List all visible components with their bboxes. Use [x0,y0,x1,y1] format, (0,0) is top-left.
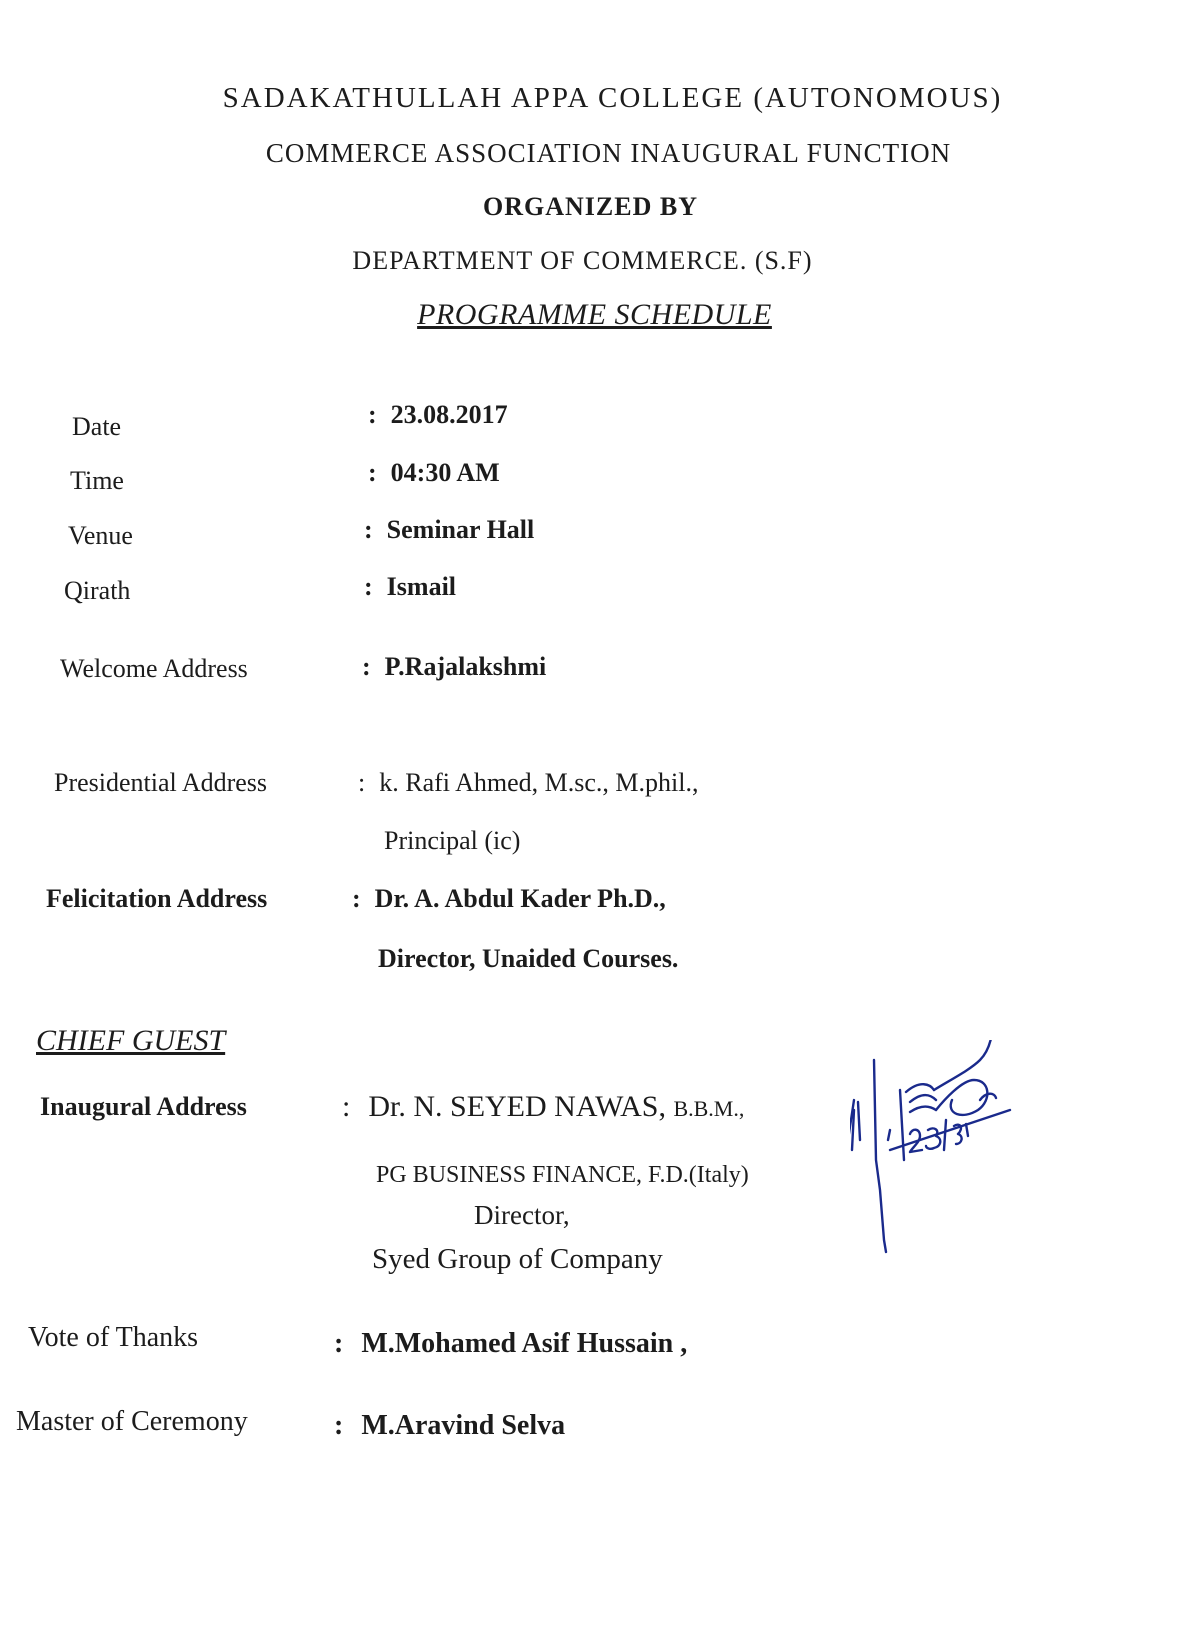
welcome-value: : P.Rajalakshmi [362,652,547,681]
felicitation-label: Felicitation Address [46,884,268,913]
time-value: : 04:30 AM [368,458,500,487]
guest-qualification: PG BUSINESS FINANCE, F.D.(Italy) [376,1162,749,1188]
organized-by: ORGANIZED BY [483,192,698,221]
college-name: SADAKATHULLAH APPA COLLEGE (AUTONOMOUS) [222,82,1003,114]
colon: : [342,1090,351,1123]
guest-company: Syed Group of Company [372,1243,663,1275]
venue-value: : Seminar Hall [364,515,535,544]
date-label: Date [72,412,122,441]
guest-degree: B.B.M., [673,1096,745,1121]
date-value: : 23.08.2017 [368,400,508,429]
colon: : [334,1410,344,1441]
colon: : [368,458,377,487]
signature-image [850,1040,1080,1320]
department-name: DEPARTMENT OF COMMERCE. (S.F) [352,246,813,275]
welcome-label: Welcome Address [60,654,248,683]
qirath-value: : Ismail [364,572,457,601]
colon: : [334,1328,344,1359]
colon: : [352,884,361,913]
signature-strokes [850,1040,1010,1252]
qirath-label: Qirath [64,576,131,605]
presidential-label: Presidential Address [54,768,268,797]
event-title: COMMERCE ASSOCIATION INAUGURAL FUNCTION [265,138,952,168]
chief-guest-name: : Dr. N. SEYED NAWAS, B.B.M., [342,1090,745,1123]
felicitation-value: : Dr. A. Abdul Kader Ph.D., [352,884,666,913]
guest-role: Director, [474,1200,570,1230]
colon: : [358,768,366,797]
time-label: Time [70,466,124,495]
mc-value: : M.Aravind Selva [334,1410,566,1441]
thanks-label: Vote of Thanks [28,1322,199,1353]
presidential-value: : k. Rafi Ahmed, M.sc., M.phil., [358,768,699,797]
chief-guest-heading: CHIEF GUEST [36,1024,226,1057]
thanks-value: : M.Mohamed Asif Hussain , [334,1328,688,1359]
colon: : [364,515,373,544]
venue-label: Venue [68,521,133,550]
presidential-role: Principal (ic) [384,826,521,855]
schedule-title: PROGRAMME SCHEDULE [417,298,772,331]
felicitation-role: Director, Unaided Courses. [378,944,679,973]
colon: : [368,400,377,429]
colon: : [362,652,371,681]
inaugural-label: Inaugural Address [40,1092,247,1121]
mc-label: Master of Ceremony [16,1406,248,1437]
colon: : [364,572,373,601]
